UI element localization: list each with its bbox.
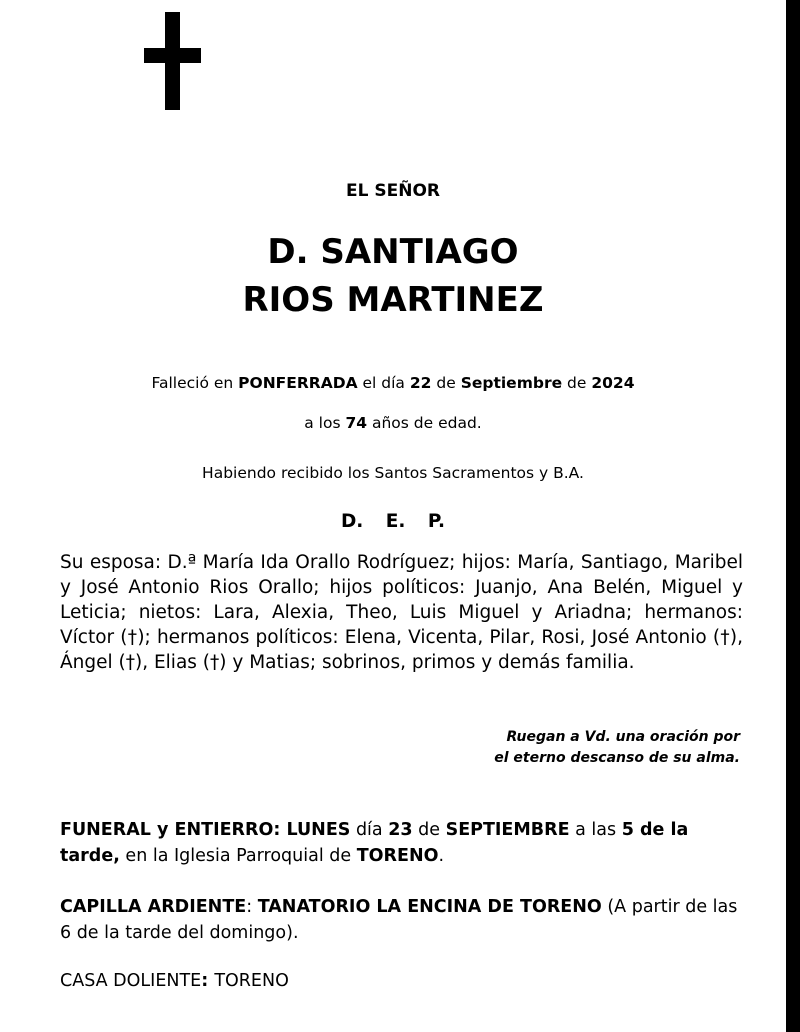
capilla-label: CAPILLA ARDIENTE — [60, 897, 247, 917]
death-day: 22 — [409, 374, 432, 392]
death-year: 2024 — [591, 374, 635, 392]
funeral-time: 5 de la tarde, — [60, 820, 689, 866]
casa-place: TORENO — [214, 971, 289, 991]
deceased-name-line2: RIOS MARTINEZ — [242, 280, 544, 320]
capilla-place: TANATORIO LA ENCINA DE TORENO — [257, 897, 602, 917]
sacraments-text: Habiendo recibido los Santos Sacramentos y B.A. — [202, 464, 584, 482]
title-prefix: EL SEÑOR — [346, 181, 440, 201]
funeral-month: SEPTIEMBRE — [445, 820, 570, 840]
funeral-label: FUNERAL y ENTIERRO: LUNES — [60, 820, 351, 840]
funeral-town: TORENO — [356, 846, 439, 866]
funeral-info: FUNERAL y ENTIERRO: LUNES día 23 de SEPTIEMBRE a las 5 de la tarde, en la Iglesia Parroquial de TORENO. — [60, 820, 689, 866]
deceased-name-line1: D. SANTIAGO — [267, 232, 519, 272]
death-place: PONFERRADA — [238, 374, 358, 392]
capilla-info: CAPILLA ARDIENTE: TANATORIO LA ENCINA DE TORENO (A partir de las 6 de la tarde del domingo). — [60, 897, 738, 943]
family-text: Su esposa: D.ª María Ida Orallo Rodríguez; hijos: María, Santiago, Maribel y José Antonio Rios Orallo; hijos políticos: Juanjo, Ana Belén, Miguel y Leticia; nietos: Lara, Alexia, Theo, Luis Miguel y Ariadna; hermanos: Víctor (†); hermanos políticos: Elena, Vicenta, Pilar, Rosi, José Antonio (†), Ángel (†), Elias (†) y Matias; sobrinos, primos y demás familia. — [60, 552, 743, 673]
age-value: 74 — [345, 414, 368, 432]
funeral-day: 23 — [388, 820, 413, 840]
death-month: Septiembre — [460, 374, 563, 392]
age-info: a los 74 años de edad. — [304, 414, 482, 432]
prayer-line2: el eterno descanso de su alma. — [494, 750, 740, 766]
dep-text: D. E. P. — [340, 511, 446, 532]
capilla-note: (A partir de las 6 de la tarde del domingo). — [60, 897, 738, 943]
prayer-text — [340, 727, 740, 769]
casa-label: CASA DOLIENTE — [60, 971, 202, 991]
prayer-line1: Ruegan a Vd. una oración por — [506, 729, 740, 745]
cross-icon — [144, 12, 201, 110]
casa-info: CASA DOLIENTE: TORENO — [60, 971, 289, 991]
deceased-name — [0, 228, 786, 324]
death-info: Falleció en PONFERRADA el día 22 de Septiembre de 2024 — [151, 374, 635, 392]
